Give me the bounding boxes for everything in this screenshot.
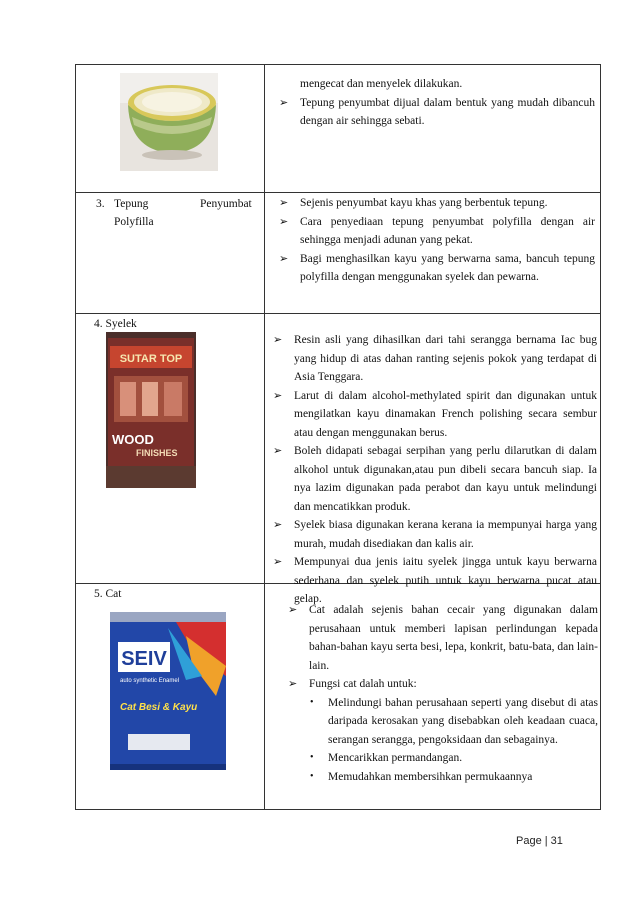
bullet-item: ➢ Boleh didapati sebagai serpihan yang perlu dilarutkan di dalam alkohol untuk digunakan,atau pun dibeli secara bancuh siap. Ia nya lazim digunakan pada perabot dan kayu untuk melindungi dan mencatikkan produk. [273,442,597,516]
bullet-item: ➢ Resin asli yang dihasilkan dari tahi serangga bernama Iac bug yang hidup di atas dahan ranting sejenis pokok yang terdapat di Asia Tenggara. [273,331,597,387]
row3-name-part2: Penyumbat [200,198,252,210]
sub-bullet-item: • Memudahkan membersihkan permukaannya [288,768,598,787]
polyfilla-bowl-image [120,73,218,171]
can-wood-text: WOOD [112,432,154,447]
row-divider [76,313,600,314]
cat-can-image [106,606,231,776]
arrow-bullet-icon: ➢ [273,389,283,402]
dot-bullet-icon: • [310,696,314,708]
arrow-bullet-icon: ➢ [279,215,289,228]
row3-description [279,194,595,287]
arrow-bullet-icon: ➢ [279,96,289,109]
arrow-bullet-icon: ➢ [288,678,298,690]
arrow-bullet-icon: ➢ [273,334,283,346]
bullet-item: ➢ Fungsi cat dalah untuk: [288,675,598,694]
row5-title: 5. Cat [94,588,122,600]
row-divider [76,192,600,193]
arrow-bullet-icon: ➢ [273,519,283,531]
sub-bullet-item: • Melindungi bahan perusahaan seperti yang disebut di atas daripada kerosakan yang disebabkan oleh keadaan cuaca, serangan serangga, pengoksidaan dan sebagainya. [288,694,598,750]
arrow-bullet-icon: ➢ [273,445,283,457]
dot-bullet-icon: • [310,770,314,782]
can-label-text: Cat Besi & Kayu [120,702,198,713]
continuation-text: mengecat dan menyelek dilakukan. [300,78,463,90]
arrow-bullet-icon: ➢ [288,604,298,616]
content-table [75,64,601,810]
bullet-item: ➢ Cara penyediaan tepung penyumbat polyfilla dengan air sehingga menjadi adunan yang pekat. [279,213,595,250]
page-number: Page | 31 [516,835,563,847]
row4-description [273,331,597,609]
row3-name-part1: Tepung [114,198,149,210]
arrow-bullet-icon: ➢ [279,197,289,209]
row3-name-part3: Polyfilla [114,216,154,228]
column-divider [264,65,265,809]
bullet-item: ➢ Bagi menghasilkan kayu yang berwarna sama, bancuh tepung polyfilla dengan menggunakan syelek dan pewarna. [279,250,595,287]
row4-title: 4. Syelek [94,318,137,330]
row3-number: 3. [96,198,105,210]
can-finishes-text: FINISHES [136,448,178,458]
can-brand-text: SUTAR TOP [119,353,183,365]
can-sub-text: auto synthetic Enamel [120,678,180,684]
bullet-item: ➢ Tepung penyumbat dijual dalam bentuk yang mudah dibancuh dengan air sehingga sebati. [279,94,595,131]
bullet-item: ➢ Larut di dalam alcohol-methylated spirit dan digunakan untuk mengilatkan kayu dinamakan French polishing secara sembur atau dengan menggunakan berus. [273,387,597,443]
can-brand-text: SEIV [121,648,167,670]
bullet-item: ➢ Cat adalah sejenis bahan cecair yang digunakan dalam perusahaan untuk memberi lapisan perlindungan kepada bahan-bahan kayu serta besi, lepa, konkrit, batu-bata, dan lain-lain. [288,601,598,675]
bullet-item: ➢ Syelek biasa digunakan kerana kerana ia mempunyai harga yang murah, mudah disediakan dan kalis air. [273,516,597,553]
row1-description [279,75,595,131]
bullet-item: ➢ Mempunyai dua jenis iaitu syelek jingga untuk kayu berwarna sederhana dan syelek putih untuk kayu berwarna pucat atau gelap. [273,553,597,609]
syelek-can-image [106,332,196,488]
arrow-bullet-icon: ➢ [273,556,283,568]
row5-description [288,601,598,786]
arrow-bullet-icon: ➢ [279,252,289,265]
bullet-item: ➢ Sejenis penyumbat kayu khas yang berbentuk tepung. [279,194,595,213]
dot-bullet-icon: • [310,752,314,763]
sub-bullet-item: • Mencarikkan permandangan. [288,749,598,768]
